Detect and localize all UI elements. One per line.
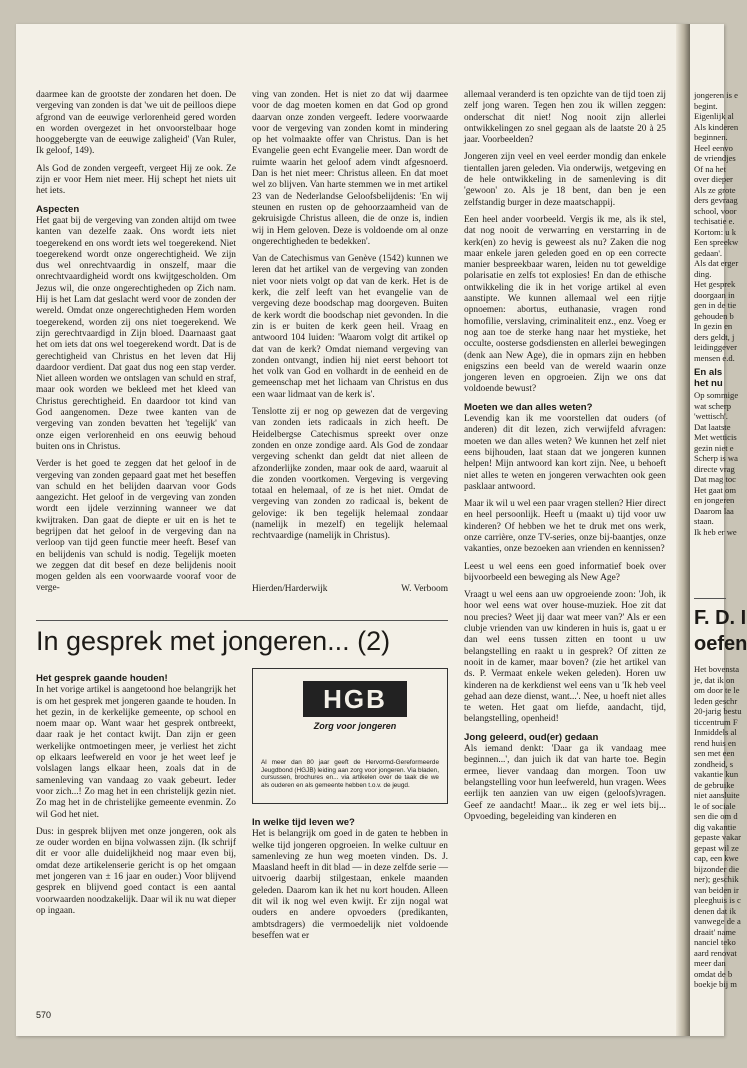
paragraph: Leest u wel eens een goed informatief boek over bijvoorbeeld een beweging als New Age? [464, 561, 666, 583]
text-line: mensen e.d. [694, 352, 735, 363]
article-column-1 [36, 90, 236, 710]
paragraph: Levendig kan ik me voorstellen dat ouders (of anderen) dit dit lezen, zich verwijfeld afvragen: moeten we dan alles weten? We kunnen het zelf niet eens bijhouden, laat staan dat we jongeren kunnen helpen! Mijn antwoord kan kort zijn. Nee, u behoeft niet alles te weten en jongeren verwachten ook geen pasklaar antwoord. [464, 414, 666, 492]
text-line: de gebruike [694, 779, 735, 790]
subheading: Jong geleerd, oud(er) gedaan [464, 731, 599, 743]
text-line: Het bovensta [694, 664, 740, 674]
text-line: Het gaat om [694, 484, 736, 495]
text-line: de vriendjes [694, 153, 736, 163]
text-line: cap, een kwe [694, 853, 739, 863]
text-line: le of sociale [694, 800, 736, 811]
text-line: gepast wil ze [694, 842, 739, 853]
paragraph: In het vorige artikel is aangetoond hoe belangrijk het is om het gesprek met jongeren gaande te houden. In het gezin, in de kerkelijke gemeente, op school en noem maar op. Want waar het gesprek ontbreekt, daar raak je het contact kwijt. Dan zijn er geen werkelijke ontmoetingen meer, je verliest het zicht op elkaars leefwereld en voor je het weet leef je volslagen langs elkaar heen, zoals dat in de samenleving van vandaag zo vaak gebeurt. Ieder voor zich...! Zo mag het in een christelijk gezin niet. Zo mag het in de christelijke gemeente evenmin. Zo wil God het niet. [36, 685, 236, 820]
text-line: jongeren is e [694, 90, 738, 100]
text-line: In gezin en [694, 321, 733, 331]
text-line: draait' name [694, 926, 736, 937]
logo-caption: Al meer dan 80 jaar geeft de Hervormd-Gereformeerde Jeugdbond (HGJB) leiding aan zorg voor jongeren. Via bladen, cursussen, brochures en... via artikelen over de taak die we als ouderen en als gemeente hebben t.o.v. de jeugd. [261, 759, 439, 789]
fragment-lines [694, 90, 739, 363]
logo-subtitle: Zorg voor jongeren [313, 721, 397, 731]
text-line: school, voor [694, 205, 737, 216]
text-line: begint. [694, 100, 718, 111]
text-line: leidinggever [694, 342, 737, 352]
text-line: rend huis en [694, 737, 737, 748]
magazine-page [16, 24, 747, 1036]
text-line: Een spreekw [694, 237, 739, 247]
text-line: dig vakantie [694, 821, 737, 832]
text-line: Kortom: u k [694, 226, 737, 237]
text-line: wat scherp [694, 400, 731, 411]
text-line: sen die om d [694, 811, 738, 821]
text-line: leden geschr [694, 695, 738, 706]
paragraph: Het gaat bij de vergeving van zonden altijd om twee kanten van dezelfe zaak. Ons wordt iets niet toegerekend en ons wordt iets wel toegerekend. Niet toegerekend wordt onze ongerechtigheid. We zijn dus wel onrechtvaardig in onszelf, maar die onrechtvaardigheid wordt ons kwijtgescholden. Om Jezus wil, die onze ongerechtigheden op Zich nam. Hij is het Lam dat geslacht werd voor de zonden der wereld. Omdat onze ongerechtigheden Hem worden toegerekend, worden zij ons niet toegerekend. We zijn gerechtvaardigd in Zijn bloed. Daarnaast gaat het om iets dat ons wel toegerekend wordt. Dat is de gerechtigheid van Christus en het leven dat Hij daardoor verdient. Dat gaat dus nog een stap verder. Niet alleen worden we ontslagen van schuld en straf, maar ook worden we bekleed met het kleed van Christus gerechtigheid. En daardoor tot kind van God aangenomen. Deze twee kanten van de vergeving van zonden bevatten het 'tegelijk' van onze eigen verlorenheid en ons eeuwig behoud buiten ons in Christus. [36, 215, 236, 452]
section-divider [694, 598, 726, 599]
paragraph: Een heel ander voorbeeld. Vergis ik me, als ik stel, dat nog nooit de verwarring en verstarring in de kerk(en) zo hevig is geweest als nu? Zaken die nog maar enkele jaren geleden goed en op een correcte manier bespreekbaar waren, leiden nu tot geweldige polarisatie en zelfs tot explosies! En dan de ethische ontwikkeling die ik in het vorige artikel al even aanstipte. We kunnen allemaal wel een rijtje opnoemen: abortus, euthanasie, vragen rond homofilie, verslaving, criminaliteit enz., enz. Voeg er nog aan toe de sterke hang naar het mystieke, het occulte, oosterse godsdiensten en allerlei bewegingen (denk aan New Age), die in opmars zijn en hebben enigszins een beeld van de wereld waarin onze jongeren leven en opgroeien. Zijn we ons dat voldoende bewust? [464, 214, 666, 395]
paragraph: Vraagt u wel eens aan uw opgroeiende zoon: 'Joh, ik hoor wel eens wat over house-muziek. Hoe zit dat nou precies? Weet jij daar wat meer van?' Als er een clubje vrienden van uw kinderen in huis is, gaat u er dan wel eens tussen zitten en toont u uw belangstelling en raakt u in gesprek? Of zitten ze nooit in de kamer, maar boven? (zie het artikel van ds. P. Vermaat enkele weken geleden). Horen uw kinderen na de kerkdienst wel eens van u 'Ik heb veel gehad aan deze dienst, want...'. Nee, u hoeft niet alles te weten. Het gaat om liefde, aandacht, tijd, belangstelling, openheid! [464, 590, 666, 725]
text-line: ding. [694, 268, 712, 279]
paragraph: Als iemand denkt: 'Daar ga ik vandaag mee beginnen...', dan juich ik dat van harte toe. Begin ermee, liever vandaag dan morgen. Toon uw belangstelling voor hun leefwereld, hun vragen. Wees eerlijk ten aanzien van uw eigen (geloofs)vragen. Geef ze aandacht! Maar... ik zeg er wel iets bij... Opvoeding, begeleiding van kinderen en [464, 744, 666, 822]
text-line: beginnen. [694, 132, 728, 142]
fragment-lines [694, 390, 739, 537]
text-line: je, dat ik on [694, 674, 735, 685]
text-line: over dieper [694, 174, 733, 184]
text-line: pleeghuis is c [694, 895, 741, 905]
text-line: en jongeren [694, 495, 735, 505]
text-line: boekje bij m [694, 979, 737, 989]
text-line: gedaan'. [694, 247, 723, 258]
article-title: In gesprek met jongeren... (2) [36, 626, 391, 656]
text-line: Als dat erger [694, 258, 739, 268]
fragment-lines [694, 664, 742, 990]
text-line: staan. [694, 516, 714, 526]
text-line: gepaste vakar [694, 832, 742, 842]
text-line: Eigenlijk al [694, 111, 734, 121]
text-line: sen met een [694, 748, 735, 758]
hgb-logo: HGB [303, 681, 407, 717]
text-line: gezin niet e [694, 442, 734, 453]
text-line: zondheid, s [694, 758, 734, 769]
subheading: In welke tijd leven we? [252, 817, 355, 828]
text-line: Het gesprek [694, 279, 736, 289]
text-line: Heel eenvo [694, 142, 733, 153]
paragraph: Dus: in gesprek blijven met onze jongeren, ook als ze ouder worden en bijna volwassen zijn. (Ik schrijf dit er voor alle duidelijkheid nog maar even bij, omdat deze artikelenserie gericht is op het omgaan met jongeren van ± 16 jaar en ouder.) Voor blijvend gesprek en blijvend goed contact is een aantal voorwaarden noodzakelijk. Daar wil ik nu wat dieper op ingaan. [36, 826, 236, 916]
text-line: ders gevraag [694, 195, 738, 205]
subheading: Moeten we dan alles weten? [464, 401, 593, 413]
text-line: doorgaan in [694, 289, 735, 300]
next-page-column-bottom [694, 664, 742, 1036]
signature-place: Hierden/Harderwijk [252, 584, 328, 594]
text-line: Als ze grote [694, 184, 736, 195]
text-line: gehouden b [694, 310, 734, 321]
article-signature [252, 584, 448, 594]
text-line: om door te le [694, 685, 740, 695]
text-line: Als kinderen [694, 121, 739, 132]
text-line: vanwege de a [694, 916, 741, 926]
paragraph: Verder is het goed te zeggen dat het geloof in de vergeving van zonden gepaard gaat met het beseffen van schuld en het belijden daarvan voor Gods aangezicht. Het geloof in de vergeving van zonden wordt een ijdele verzinning wanneer we dat kwijtraken. Dan gaat de diepte er uit en is het te begrijpen dat het geloof in de vergeving dan na verloop van tijd geen functie meer heeft. Besef van en belijdenis van schuld is nodig. Tegelijk moeten we zeggen dat dit besef en deze belijdenis nooit mogen gelden als een voorwaarde vooraf voor de verge- [36, 459, 236, 594]
subheading: En als het nu [694, 367, 723, 389]
section-divider [36, 620, 448, 621]
text-line: bijzonder die [694, 863, 740, 874]
text-line: 20-jarig bestu [694, 706, 742, 716]
text-line: vakantie kun [694, 769, 739, 779]
text-line: 'wettisch'. [694, 411, 728, 421]
text-line: aard renovat [694, 947, 737, 958]
hgjb-logo-box [252, 668, 448, 804]
article2-column-2 [252, 812, 448, 1022]
text-line: Ik heb er we [694, 526, 737, 537]
paragraph: Het is belangrijk om goed in de gaten te hebben in welke tijd jongeren opgroeien. In welke cultuur en samenleving ze hun weg moeten vinden. Ds. J. Maasland heeft in dit blad — in deze zelfde serie — uitvoerig daarbij stilgestaan, enkele maanden geleden. Daarom kan ik het nu kort houden. Alleen dit wil ik nog wel even kwijt. Er zijn nogal wat ouders en andere opvoeders (predikanten, ambtsdragers) die vermoedelijk niet voldoende beseffen wat er [252, 829, 448, 941]
paragraph: allemaal veranderd is ten opzichte van de tijd toen zij zelf jong waren. Tegen hen zou ik willen zeggen: onderschat dit niet! Nog nooit zijn allerlei ontwikkelingen zo snel gegaan als de laatste 20 à 25 jaar. Voorbeelden? [464, 90, 666, 146]
next-page-column-top [694, 90, 739, 590]
article-column-3 [464, 90, 666, 990]
text-line: Dat mag toc [694, 474, 736, 484]
text-line: omdat de b [694, 968, 733, 979]
text-line: meer dan [694, 958, 726, 968]
text-line: Dat laatste [694, 421, 731, 432]
next-article-subtitle: oefen [694, 633, 747, 655]
page-spine-shadow [676, 24, 690, 1036]
paragraph: ving van zonden. Het is niet zo dat wij daarmee voor de dag moeten komen en dat God op grond daarvan onze zonden vergeeft. Iedere voorwaarde voor de vergeving van zonden komt in mindering op het volmaakte offer van Christus. Dan is het Evangelie geen echt Evangelie meer. Dan wordt de ruimte waarin het geloof adem vindt afgesnoerd. Dan is het niet meer: Christus alleen. En dat moet wel zo blijven. Van harte stemmen we in met artikel 23 van de Nederlandse Geloofsbelijdenis: 'En wij steunen en rusten op de gehoorzaamheid van de gekruisigde Christus alleen, die de onze is, indien wij in Hem geloven. Deze is voldoende om al onze ongerechtigheden te bedekken'. [252, 90, 448, 247]
next-article-title: F. D. I [694, 607, 747, 629]
text-line: Of na het [694, 163, 726, 174]
article-column-2 [252, 90, 448, 580]
paragraph: Als God de zonden vergeeft, vergeet Hij ze ook. Ze zijn er voor Hem niet meer. Hij schept het niets uit het iets. [36, 163, 236, 197]
text-line: Met wetticis [694, 432, 737, 442]
text-line: Scherp is wa [694, 453, 738, 463]
text-line: niet aansluite [694, 790, 740, 800]
text-line: ticcentrum F [694, 716, 738, 727]
subheading: Aspecten [36, 203, 80, 215]
text-line: directe vrag [694, 463, 735, 474]
text-line: ders geldt, j [694, 331, 735, 342]
paragraph: Jongeren zijn veel en veel eerder mondig dan enkele tientallen jaren geleden. Via onderwijs, wetgeving en de hele ontwikkeling in de samenleving is dit 'gewoon' zo. Als je 18 bent, dan ben je een zelfstandig burger in deze maatschappij. [464, 152, 666, 208]
article2-column-1 [36, 668, 236, 1018]
text-line: van beiden ir [694, 884, 739, 895]
paragraph: Maar ik wil u wel een paar vragen stellen? Hier direct en heel persoonlijk. Heeft u (maakt u) tijd voor uw kinderen? Of hebben we het te druk met ons werk, onze carrière, onze TV-series, onze bij-baantjes, onze vakanties, onze bezoeken aan vrienden en kennissen? [464, 499, 666, 555]
text-line: gen in de tie [694, 300, 737, 310]
page-number: 570 [36, 1010, 52, 1020]
paragraph: Van de Catechismus van Genève (1542) kunnen we leren dat het artikel van de vergeving van zonden niet voor niets volgt op dat van de kerk. Het is de kerk, die zelf leeft van het evangelie van de vergeving deze boodschap mag doorgeven. Buiten de kerk wordt die boodschap niet gevonden. In die zin is er buiten de kerk geen heil. Vraag en antwoord 104 luiden: 'Waarom volgt dit artikel op dat van de kerk? Omdat niemand vergeving van zonden ontvangt, indien hij niet eerst behoort tot het volk van God en volhardt in de eenheid en de gemeenschap met het lichaam van Christus en dus een waar lidmaat van de kerk is'. [252, 254, 448, 400]
subheading: Het gesprek gaande houden! [36, 673, 168, 684]
signature-author: W. Verboom [401, 584, 448, 594]
text-line: techisatie e. [694, 216, 735, 226]
paragraph: Tenslotte zij er nog op gewezen dat de vergeving van zonden iets radicaals in zich heeft. De Heidelbergse Catechismus spreekt over onze zonden en onze zondige aard. Als God de zondaar vergeving schenkt dan geldt dat niet alleen de afzonderlijke zonden, maar ook de aard, waaruit al die zonden voortkomen. Vergeving is vergeving totaal en helemaal, of ze is het niet. Omdat de vergeving van zonden zo radicaal is, bekent de gelovige: ik ben tegelijk helemaal zondaar (namelijk in mezelf) en tegelijk helemaal rechtvaardige (namelijk in Christus). [252, 407, 448, 542]
paragraph: daarmee kan de grootste der zondaren het doen. De vergeving van zonden is dat 'we uit de peilloos diepe afgrond van de eeuwige verlorenheid gered worden en worden overgezet in het onvoorstelbaar hoge hooggebergte van de eeuwige zaligheid' (Van Ruler, Ik geloof, 149). [36, 90, 236, 157]
text-line: Inmiddels al [694, 727, 737, 737]
text-line: Daarom laa [694, 505, 734, 516]
text-line: ner); geschik [694, 874, 739, 884]
text-line: Op sommige [694, 390, 739, 400]
text-line: nanciel teko [694, 937, 736, 947]
text-line: denen dat ik [694, 905, 736, 916]
